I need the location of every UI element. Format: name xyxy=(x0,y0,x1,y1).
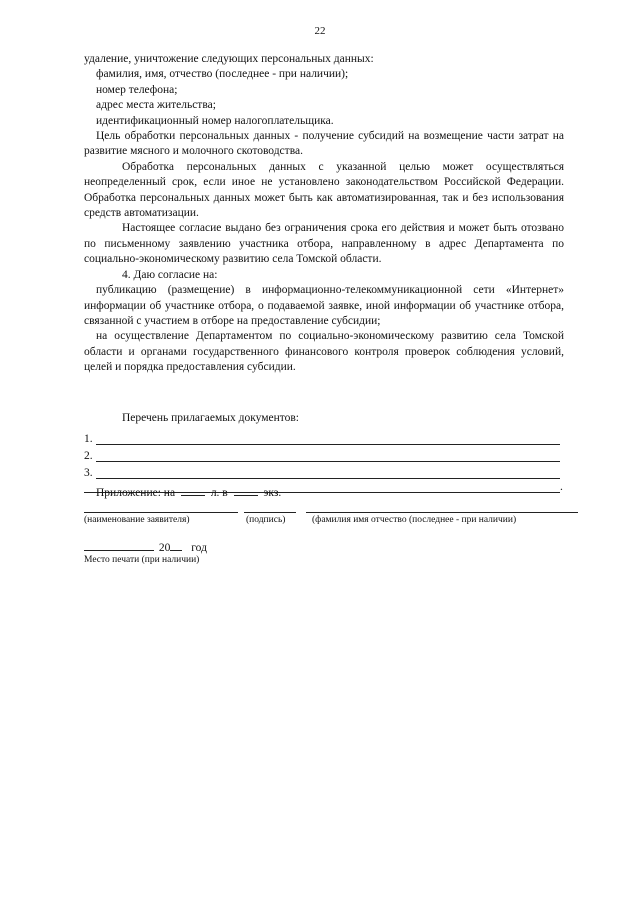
document-line-extra: . xyxy=(84,481,564,493)
documents-list xyxy=(84,412,564,493)
caption-signature: (подпись) xyxy=(246,515,286,525)
document-number: 2. xyxy=(84,450,93,462)
list-item-fio: фамилия, имя, отчество (последнее - при наличии); xyxy=(96,68,349,81)
list-item-inn: идентификационный номер налогоплательщика. xyxy=(96,114,334,127)
fullname-signature-line[interactable] xyxy=(306,512,578,513)
documents-heading: Перечень прилагаемых документов: xyxy=(122,412,300,424)
paragraph-consent-heading: 4. Даю согласие на: xyxy=(122,268,218,281)
document-line-1[interactable] xyxy=(84,430,564,445)
document-line-3[interactable] xyxy=(84,464,564,479)
document-line-2[interactable] xyxy=(84,447,564,462)
applicant-signature-line[interactable] xyxy=(84,512,238,513)
paragraph-publication: публикацию (размещение) в информационно-телекоммуникационной сети «Интернет» информации об участнике отбора, о подаваемой заявке, иной информации об участнике отбора, связанной с участием в отборе на предоставление субсидии; xyxy=(84,284,564,327)
date-blank[interactable] xyxy=(84,540,154,551)
consent-text xyxy=(84,52,564,376)
attachment-middle: л. в xyxy=(210,487,228,499)
document-number: 1. xyxy=(84,433,93,445)
stamp-caption: Место печати (при наличии) xyxy=(84,555,200,565)
signature-line[interactable] xyxy=(244,512,296,513)
document-blank-line xyxy=(96,433,560,445)
paragraph-processing: Обработка персональных данных с указанной целью может осуществляться неопределенный срок, если иное не установлено законодательством Российской Федерации. Обработка персональных данных может быть как автоматизированная, так и без использования средств автоматизации. xyxy=(84,160,564,220)
attachment-suffix: экз. xyxy=(263,487,282,499)
year-suffix: год xyxy=(191,542,207,554)
paragraph-purpose: Цель обработки персональных данных - получение субсидий на возмещение части затрат на развитие мясного и молочного скотоводства. xyxy=(84,130,564,158)
paragraph-consent-term: Настоящее согласие выдано без ограничения срока его действия и может быть отозвано по письменному заявлению участника отбора, направленному в адрес Департамента по социально-экономическому развитию села Томской области. xyxy=(84,222,564,266)
attachment-copies-blank[interactable] xyxy=(234,485,258,496)
attachment-line xyxy=(84,485,564,499)
date-line xyxy=(84,540,564,554)
page-number: 22 xyxy=(314,25,326,37)
attachment-prefix: Приложение: на xyxy=(96,487,176,499)
year-blank[interactable] xyxy=(170,540,182,551)
document-blank-line xyxy=(96,467,560,479)
document-blank-line xyxy=(96,450,560,462)
year-prefix: 20 xyxy=(158,542,171,554)
list-item-address: адрес места жительства; xyxy=(96,99,216,112)
paragraph-deletion: удаление, уничтожение следующих персональных данных: xyxy=(84,53,374,65)
caption-applicant: (наименование заявителя) xyxy=(84,515,190,525)
document-number: 3. xyxy=(84,467,93,479)
caption-fullname: (фамилия имя отчество (последнее - при наличии) xyxy=(312,515,517,525)
attachment-pages-blank[interactable] xyxy=(181,485,205,496)
list-item-phone: номер телефона; xyxy=(96,83,178,96)
paragraph-inspection: на осуществление Департаментом по социально-экономическому развитию села Томской области и органами государственного финансового контроля проверок соблюдения условий, целей и порядка предоставления субсидии. xyxy=(84,330,564,374)
